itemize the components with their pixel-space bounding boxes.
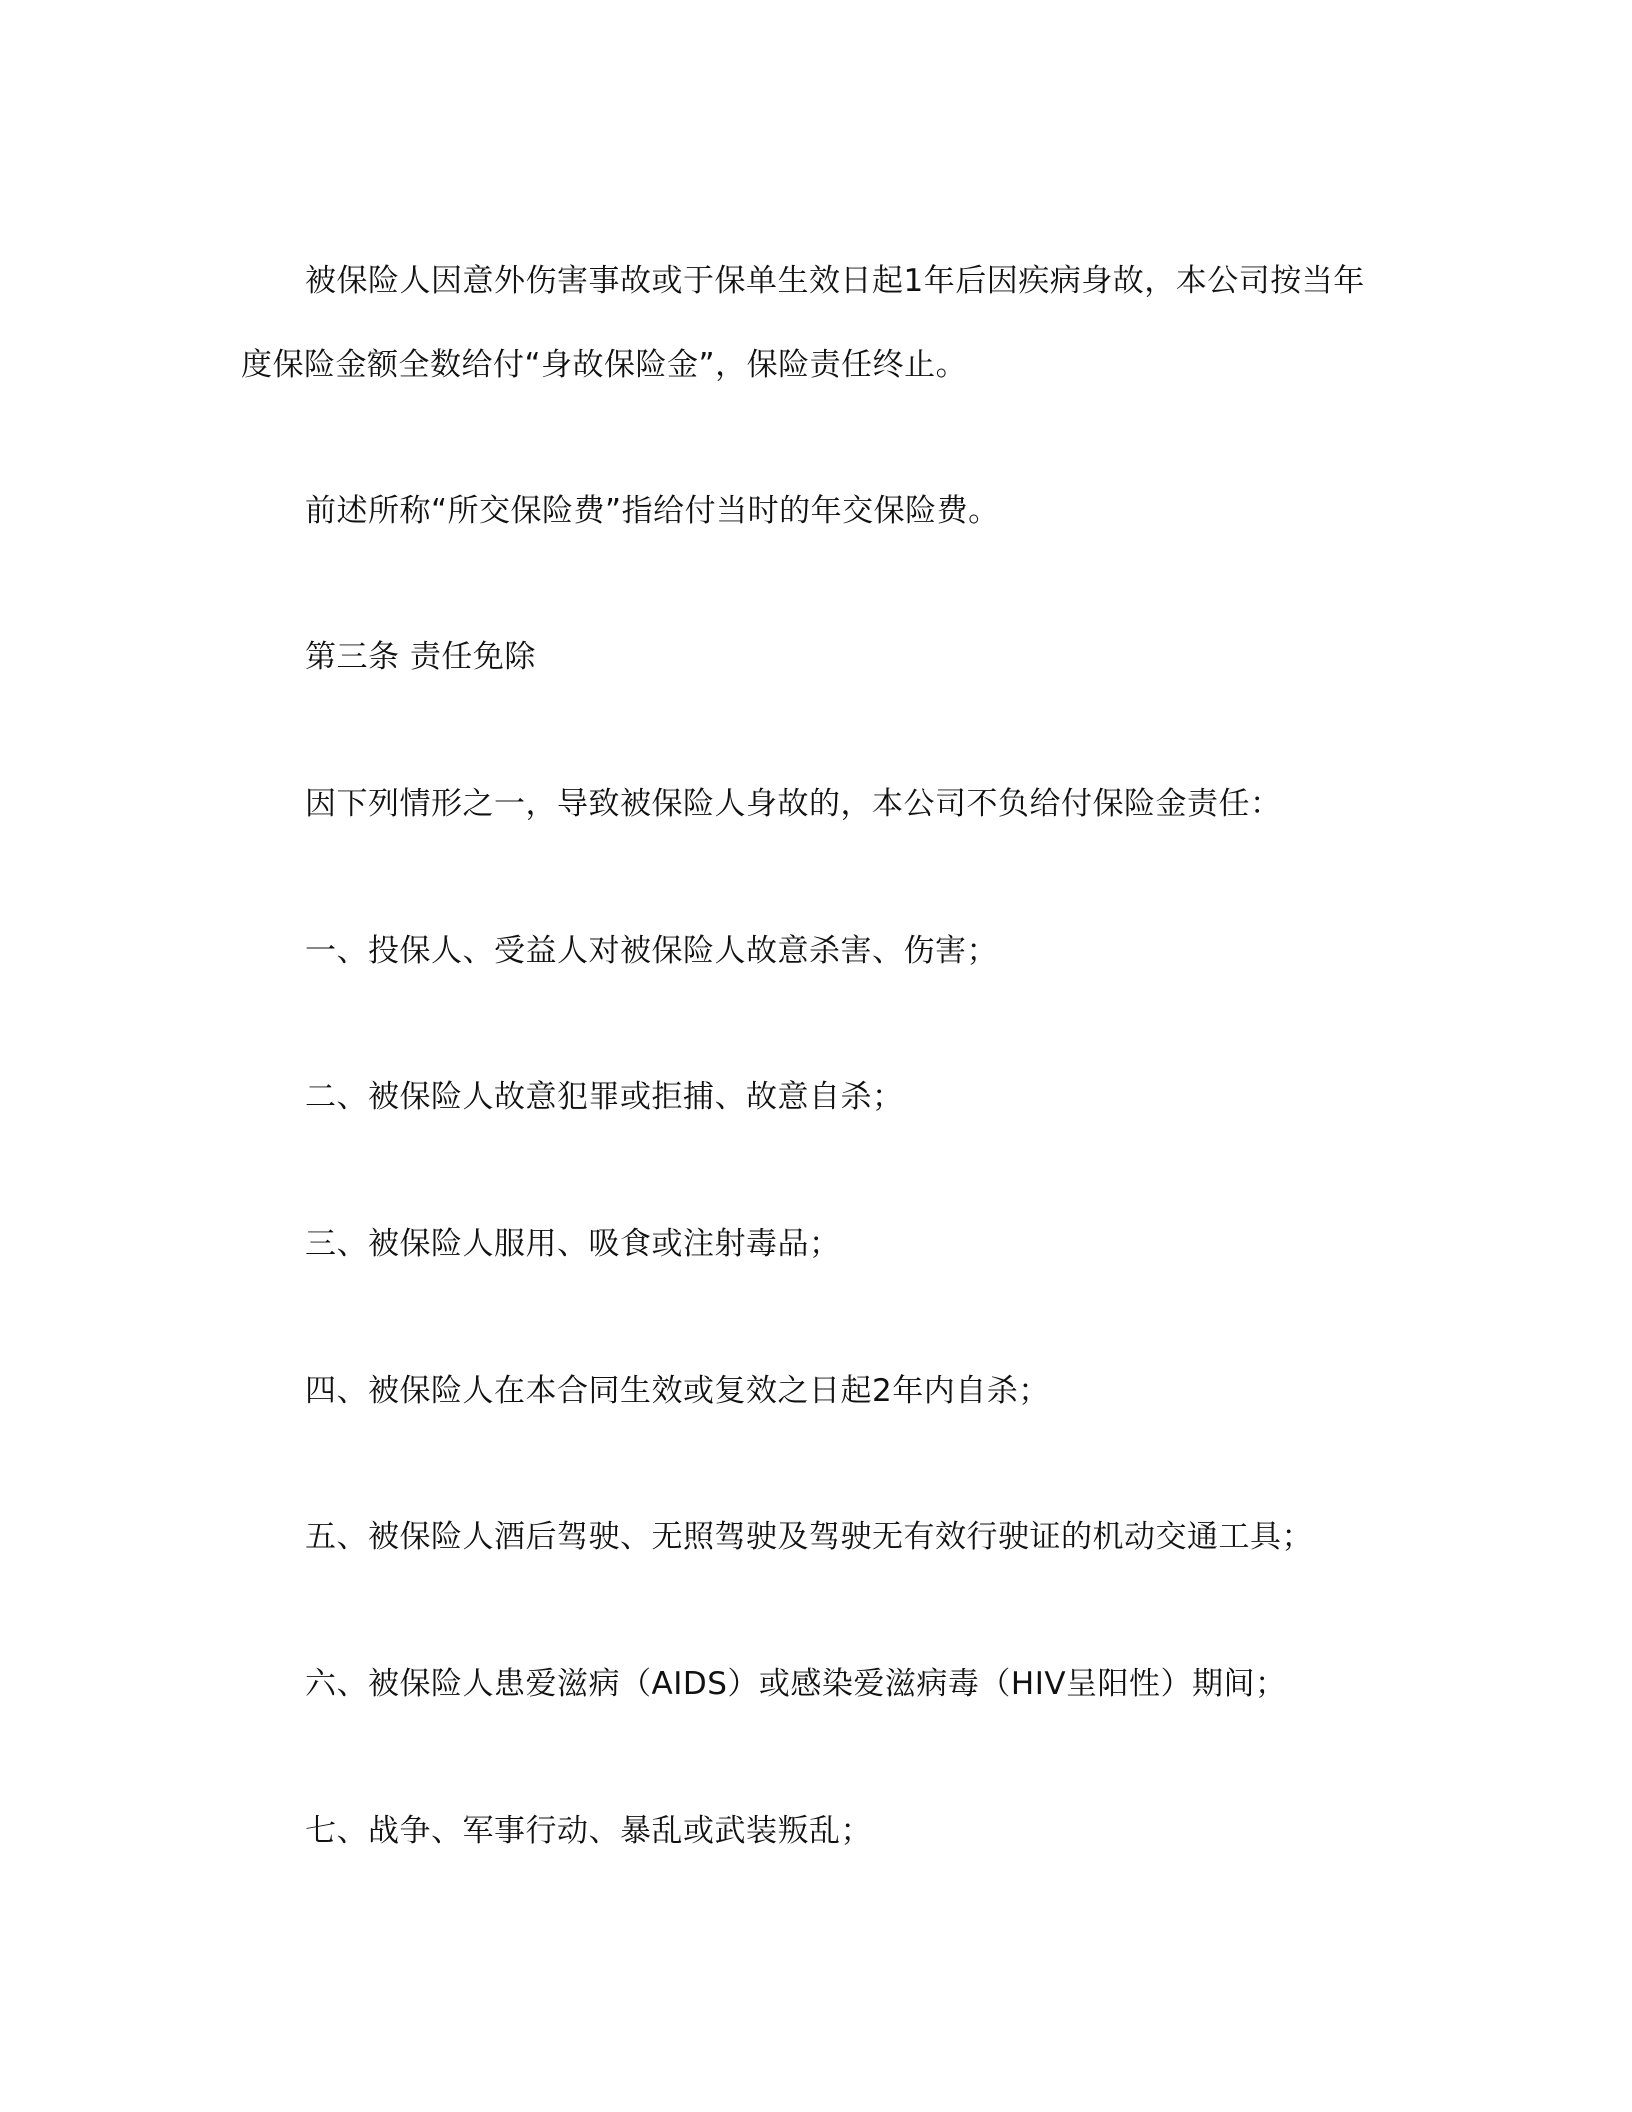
- paragraph-premium-definition: 前述所称“所交保险费”指给付当时的年交保险费。: [305, 493, 1000, 529]
- paragraph-death-benefit-line-1: 被保险人因意外伤害事故或于保单生效日起1年后因疾病身故，本公司按当年: [305, 263, 1365, 299]
- article-three-heading: 第三条 责任免除: [305, 639, 536, 675]
- exclusion-item-2: 二、被保险人故意犯罪或拒捕、故意自杀；: [305, 1079, 904, 1115]
- paragraph-exclusion-intro: 因下列情形之一，导致被保险人身故的，本公司不负给付保险金责任：: [305, 786, 1282, 822]
- exclusion-item-7: 七、战争、军事行动、暴乱或武装叛乱；: [305, 1813, 872, 1849]
- exclusion-item-4: 四、被保险人在本合同生效或复效之日起2年内自杀；: [305, 1373, 1050, 1409]
- exclusion-item-3: 三、被保险人服用、吸食或注射毒品；: [305, 1226, 841, 1262]
- exclusion-item-1: 一、投保人、受益人对被保险人故意杀害、伤害；: [305, 933, 998, 969]
- exclusion-item-6: 六、被保险人患爱滋病（AIDS）或感染爱滋病毒（HIV呈阳性）期间；: [305, 1666, 1287, 1702]
- paragraph-death-benefit-line-2: 度保险金额全数给付“身故保险金”，保险责任终止。: [241, 347, 968, 383]
- exclusion-item-5: 五、被保险人酒后驾驶、无照驾驶及驾驶无有效行驶证的机动交通工具；: [305, 1519, 1313, 1555]
